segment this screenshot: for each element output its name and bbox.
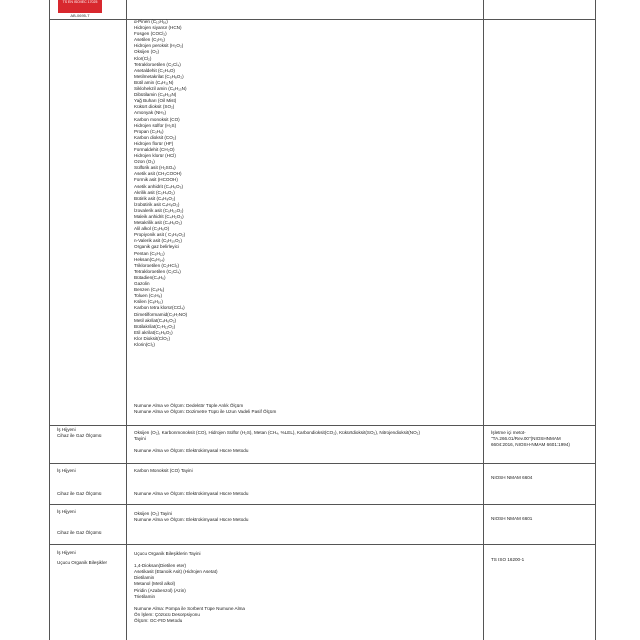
substance-item: Dibütilamin (C₈H₁₉N) — [134, 92, 177, 98]
substance-item: İzovalerik asit (C₅H₁₀O₂) — [134, 207, 184, 213]
row-divider — [49, 463, 596, 464]
method-note: Numune Alma ve Ölçüm: Dedektör Tüple Anlık Ölçüm — [134, 403, 244, 408]
substance-item: Klor(Cl₂) — [134, 55, 152, 61]
substance-item: Maleik anhidrit (C₄H₂O₃) — [134, 214, 184, 219]
substance-item: Formaldehit (CH₂O) — [134, 146, 175, 152]
badge-code: AB-0695-T — [70, 13, 90, 18]
substance-item: Bütirik asit (C₄H₈O₂) — [134, 195, 176, 201]
substance-item: Benzen (C₆H₆) — [134, 287, 165, 293]
field-label: İş Hijyeni — [57, 509, 76, 514]
substance-item: Etil akrilat(C₅H₈O₂) — [134, 329, 173, 335]
test-line: Uçucu Organik Bileşiklerin Tayini — [134, 551, 201, 556]
field-sublabel: Cihaz ile Gaz Ölçümü — [57, 433, 102, 439]
substance-item: Akrilik asit (C₃H₄O₂) — [134, 189, 175, 195]
substance-item: Siklohekzil amin (C₆H₁₃N) — [134, 86, 187, 92]
standard-line: NIOSH NMAM 6604 — [491, 475, 533, 480]
substance-item: Hidrojen klorür (HCl) — [134, 153, 176, 159]
substance-item: Tetrakloroetilen (C₂Cl₄) — [134, 61, 181, 67]
substance-item: Hidrojen sülfür (H₂S) — [134, 122, 177, 128]
badge-line: TS EN ISO/IEC 17025 — [62, 0, 98, 4]
test-line: Oksijen (O₂), Karbonmonoksit (CO), Hidrojen Sülfür (H₂S), Metan (CH₄, %LEL), Karbondioksit(CO₂), Kükürtdioksit(SO₂), Nitrojendioksit(NO₂) — [134, 430, 420, 435]
substance-item: Asetik asit (CH₃COOH) — [134, 171, 182, 177]
row-divider — [49, 19, 596, 20]
substance-item: Metilmetakrilat (C₅H₈O₂) — [134, 73, 184, 79]
standard-line: İşletme içi metot- — [491, 430, 526, 435]
substance-item: İzobütirik asit C₄H₈O₂) — [134, 201, 180, 207]
method-note: Numune Alma ve Ölçüm: Dozimetre Tüpü ile Uzun Vadeli Pasif Ölçüm — [134, 409, 277, 415]
standard-line: 6604:2016, NIOSH-NMAM 6601:1994) — [491, 442, 570, 448]
substance-item: Karbon dioksit (CO₂) — [134, 134, 177, 140]
substance-item: Yağ Buharı (Oil Mist) — [134, 98, 177, 104]
field-cell — [57, 550, 107, 566]
row-divider — [49, 425, 596, 426]
substance-item: Sülfürik asit (H₂SO₄) — [134, 165, 176, 171]
substance-item: Metil akrilat(C₄H₆O₂) — [134, 317, 177, 323]
substance-item: Toluen (C₇H₈) — [134, 293, 162, 299]
field-sublabel: Uçucu Organik Bileşikler — [57, 560, 108, 566]
substance-item: Ksilen (C₈H₁₀) — [134, 299, 163, 305]
standard-line: NIOSH NMAM 6601 — [491, 516, 533, 521]
test-cell — [134, 511, 248, 523]
method-line: Ölçüm: GC-FID Metodu — [134, 618, 183, 624]
substance-item: Fosgen (COCl₂) — [134, 31, 167, 37]
substance-item: α-Pinen (C₁₀H₁₆) — [134, 19, 168, 24]
field-label: İş Hijyeni — [57, 550, 76, 555]
substance-list — [134, 19, 187, 348]
substance-item: Organik gaz belirleyici — [134, 244, 179, 250]
method-line: Ön İşlem: Çözücü Desorpsiyonu — [134, 611, 200, 617]
substance-item: Hidrojen peroksit (H₂O₂) — [134, 43, 184, 49]
substance-item: Trikloroetilen (C₂HCl₃) — [134, 262, 180, 268]
substance-item: Karbon monoksit (CO) — [134, 116, 180, 122]
substance-item: Bütil amin (C₄H₁₁N) — [134, 79, 174, 85]
substance-item: Bütilakrilat(C₇H₁₂O₂) — [134, 323, 176, 329]
compound-item: Metanol (Metil alkol) — [134, 581, 176, 587]
substance-item: Gazolin — [134, 281, 150, 287]
substance-item: Oksijen (O₂) — [134, 49, 160, 55]
substance-item: Hidrojen siyanür (HCN) — [134, 25, 182, 31]
substance-item: Kükürt dioksit (SO₂) — [134, 104, 175, 110]
method-note: Numune Alma ve Ölçüm: Elektrokimyasal Hücre Metodu — [134, 491, 249, 496]
substance-item: Pentan (C₅H₁₂) — [134, 250, 165, 256]
substance-item: Propiyonik asit ( C₃H₆O₂) — [134, 232, 186, 238]
compound-item: Asetikasit (Etanoik Asit) (Hidrojen Asetat) — [134, 569, 218, 575]
standard-cell — [491, 430, 570, 448]
substance-item: n-Valerik asit (C₅H₁₀O₂) — [134, 238, 182, 244]
test-line: Karbon Monoksit (CO) Tayini — [134, 468, 193, 473]
compound-item: Trietilamin — [134, 593, 156, 599]
method-line: Numune Alma: Pompa ile Sorbent Tüpe Numune Alma — [134, 605, 245, 611]
test-line: Numune Alma ve Ölçüm: Elektrokimyasal Hücre Metodu — [134, 517, 249, 523]
substance-item: Formik asit (HCOOH) — [134, 177, 178, 183]
test-line: Tayini — [134, 436, 146, 442]
substance-item: Propan (C₃H₈) — [134, 128, 164, 134]
compound-item: 1,4-Dioksan(Dietilen eter) — [134, 563, 187, 569]
test-line: Oksijen (O₂) Tayini — [134, 511, 172, 516]
substance-item: Bütadien(C₄H₆) — [134, 274, 166, 280]
substance-item: Ozon (O₃) — [134, 159, 155, 165]
substance-item: Alil alkol (C₃H₆O) — [134, 226, 170, 232]
compound-item: Dietilamin — [134, 575, 155, 581]
method-note: Numune Alma ve Ölçüm: Elektrokimyasal Hücre Metodu — [134, 448, 249, 454]
standard-line: "TA.266.01/Rev.00"(NIOSHNMAM — [491, 436, 561, 442]
row-divider — [49, 504, 596, 505]
field-sublabel: Cihaz ile Gaz Ölçümü — [57, 491, 102, 496]
accreditation-badge — [58, 0, 102, 13]
substance-item: Hidrojen florür (HF) — [134, 140, 174, 146]
substance-item: Heksan(C₆H₁₄) — [134, 256, 165, 262]
substance-item: Karbon tetra klorür(CCl₄) — [134, 305, 185, 311]
field-label: İş Hijyeni — [57, 468, 76, 473]
substance-item: Asetilen (C₂H₂) — [134, 37, 165, 43]
field-sublabel: Cihaz ile Gaz Ölçümü — [57, 530, 102, 535]
compound-item: Piridin (Azabenzol) (Azin) — [134, 587, 186, 593]
field-label: İş Hijyeni — [57, 427, 76, 432]
substance-item: Dimetilformamid(C₃H₇NO) — [134, 311, 188, 317]
substance-item: Tetrakloroetilen (C₂Cl₄) — [134, 268, 181, 274]
substance-item: Metakrilik asit (C₄H₆O₂) — [134, 220, 182, 226]
substance-item: Amonyak (NH₃) — [134, 110, 166, 116]
method-notes — [134, 403, 276, 415]
substance-item: Klorin(Cl₂) — [134, 341, 155, 347]
test-cell — [134, 430, 420, 454]
field-cell — [57, 427, 101, 439]
substance-item: Asetik anhidrit (C₄H₆O₃) — [134, 183, 183, 189]
substance-item: Klor Dioksit(ClO₂) — [134, 335, 170, 341]
substance-item: Asetaldehit (C₂H₄O) — [134, 67, 175, 73]
standard-line: TS ISO 16200-1 — [491, 557, 525, 562]
row-divider — [49, 544, 596, 545]
test-cell — [134, 551, 245, 624]
